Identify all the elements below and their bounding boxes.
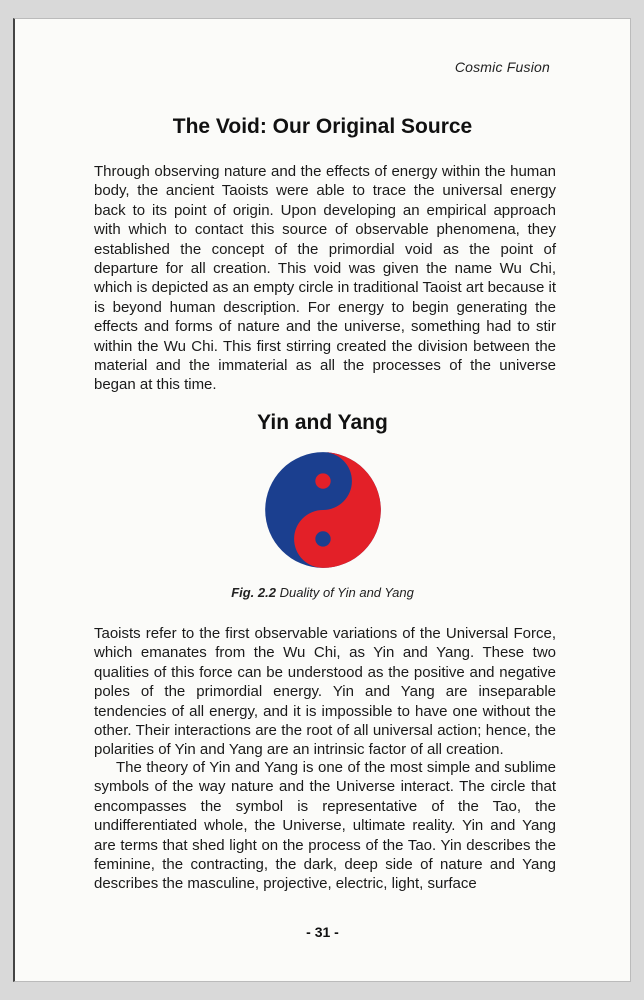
section-title-yin-yang: Yin and Yang (257, 411, 388, 434)
book-page (13, 18, 631, 982)
yin-yang-red-dot (315, 473, 330, 488)
figure-caption-text: Duality of Yin and Yang (279, 585, 414, 600)
paragraph-yin-yang-1: Taoists refer to the first observable variations of the Universal Force, which emanates from the Wu Chi, as Yin and Yang. These two qualities of this force can be understood as the positive and negative poles of the primordial energy. Yin and Yang are inseparable tendencies of all energy, and it is impossible to have one without the other. Their interactions are the root of all universal action; hence, the polarities of Yin and Yang are an intrinsic factor of all creation. (94, 625, 556, 759)
yin-yang-blue-dot (315, 531, 330, 546)
figure-label: Fig. 2.2 (231, 585, 276, 600)
page-number: - 31 - (306, 924, 339, 940)
yin-yang-icon (264, 451, 382, 569)
paragraph-yin-yang-2: The theory of Yin and Yang is one of the most simple and sublime symbols of the way nature and the Universe interact. The circle that encompasses the symbol is representative of the Tao, the undifferentiated whole, the Universe, ultimate reality. Yin and Yang are terms that shed light on the process of the Tao. Yin describes the feminine, the contracting, the dark, deep side of nature and Yang describes the masculine, projective, electric, light, surface (94, 759, 556, 893)
section-title-void: The Void: Our Original Source (172, 115, 473, 138)
running-head: Cosmic Fusion (454, 59, 550, 75)
figure-caption (15, 585, 630, 600)
paragraph-void: Through observing nature and the effects of energy within the human body, the ancient Taoists were able to trace the universal energy back to its point of origin. Upon developing an empirical approach with which to contact this source of observable phenomena, they established the concept of the primordial void as the point of departure for all creation. This void was given the name Wu Chi, which is depicted as an empty circle in traditional Taoist art because it is beyond human description. For energy to begin generating the effects and forms of nature and the universe, something had to stir within the Wu Chi. This first stirring created the division between the material and the immaterial as all the processes of the universe began at this time. (94, 163, 556, 394)
